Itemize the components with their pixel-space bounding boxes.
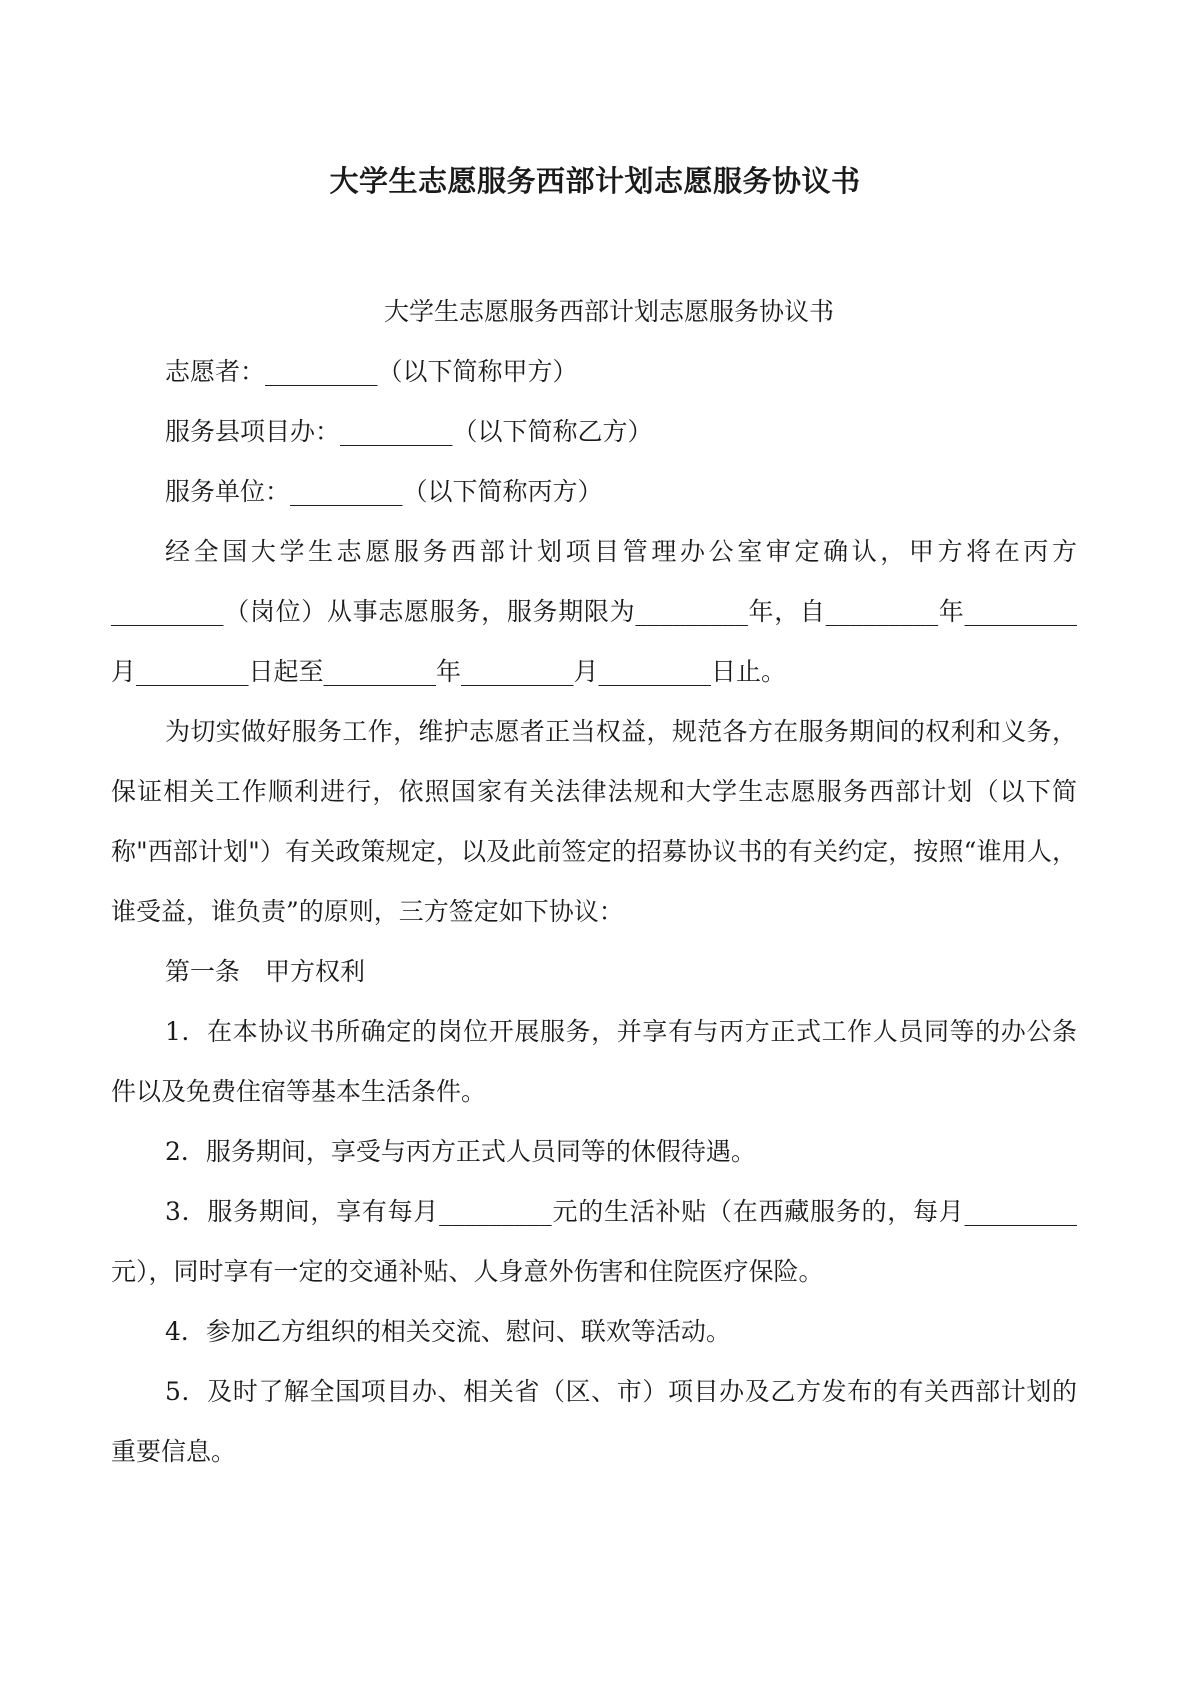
article-1-item-5: 5．及时了解全国项目办、相关省（区、市）项目办及乙方发布的有关西部计划的重要信息。 xyxy=(111,1377,1077,1466)
purpose-paragraph: 为切实做好服务工作，维护志愿者正当权益，规范各方在服务期间的权利和义务，保证相关工作顺利进行，依照国家有关法律法规和大学生志愿服务西部计划（以下简称"西部计划"）有关政策规定，以及此前签定的招募协议书的有关约定，按照“谁用人，谁受益，谁负责”的原则，三方签定如下协议： xyxy=(111,717,1077,926)
document-body xyxy=(111,282,1077,1482)
document-subtitle: 大学生志愿服务西部计划志愿服务协议书 xyxy=(383,297,834,326)
party-b-line: 服务县项目办：_________（以下简称乙方） xyxy=(165,417,653,446)
article-1-item-3: 3．服务期间，享有每月_________元的生活补贴（在西藏服务的，每月_________元），同时享有一定的交通补贴、人身意外伤害和住院医疗保险。 xyxy=(111,1197,1077,1286)
article-1-item-2: 2．服务期间，享受与丙方正式人员同等的休假待遇。 xyxy=(165,1137,756,1166)
article-1-item-1: 1．在本协议书所确定的岗位开展服务，并享有与丙方正式工作人员同等的办公条件以及免费住宿等基本生活条件。 xyxy=(111,1017,1077,1106)
intro-paragraph: 经全国大学生志愿服务西部计划项目管理办公室审定确认，甲方将在丙方_________（岗位）从事志愿服务，服务期限为_________年，自_________年_________月_________日起至_________年_________月_________日止。 xyxy=(111,537,1077,686)
party-a-line: 志愿者：_________（以下简称甲方） xyxy=(165,357,578,386)
party-c-line: 服务单位：_________（以下简称丙方） xyxy=(165,477,603,506)
document-title: 大学生志愿服务西部计划志愿服务协议书 xyxy=(329,164,861,199)
article-1-item-4: 4．参加乙方组织的相关交流、慰问、联欢等活动。 xyxy=(165,1317,731,1346)
article-1-heading: 第一条 甲方权利 xyxy=(165,957,366,986)
